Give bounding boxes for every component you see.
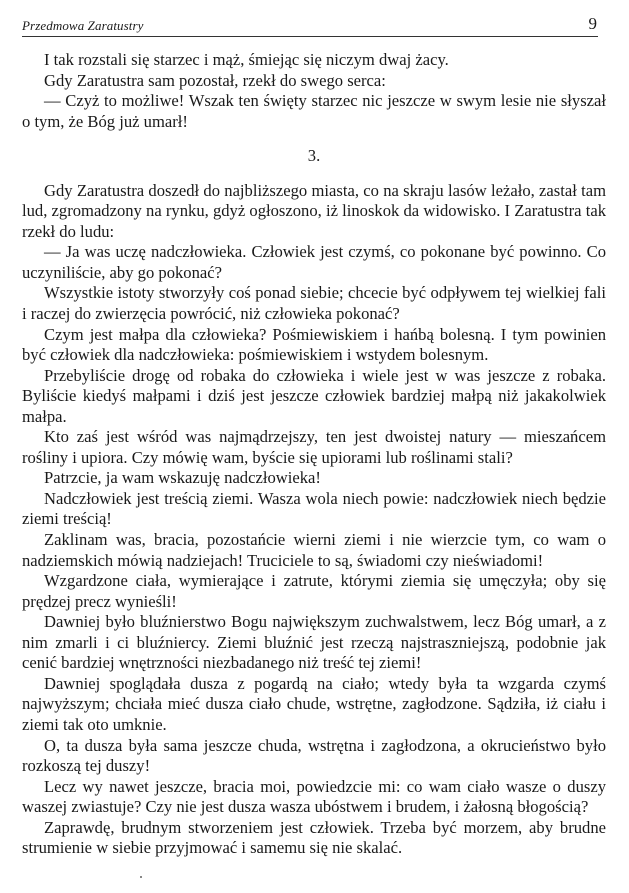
paragraph: Przebyliście drogę od robaka do człowieka i wiele jest w was jeszcze z robaka. Byliście kiedyś małpami i dziś jest jeszcze człowiek bardziej małpą niż jakakolwiek małpa. bbox=[22, 365, 606, 426]
paragraph: I tak rozstali się starzec i mąż, śmiejąc się niczym dwaj żacy. bbox=[44, 50, 449, 69]
paragraph: Zaklinam was, bracia, pozostańcie wierni ziemi i nie wierzcie tym, co wam o nadziemskich mówią nadziejach! Truciciele to są, świadomi czy nieświadomi! bbox=[22, 530, 606, 570]
paragraph: Gdy Zaratustra sam pozostał, rzekł do swego serca: bbox=[44, 70, 386, 90]
paragraph: Nadczłowiek jest treścią ziemi. Wasza wola niech powie: nadczłowiek niech będzie ziemi treścią! bbox=[22, 488, 606, 529]
paragraph: — Ja was uczę nadczłowieka. Człowiek jest czymś, co pokonane być powinno. Co uczyniliście, aby go pokonać? bbox=[22, 242, 606, 282]
paragraph: Wzgardzone ciała, wymierające i zatrute, którymi ziemia się umęczyła; oby się prędzej precz wynieśli! bbox=[22, 571, 606, 611]
running-title: Przedmowa Zaratustry bbox=[22, 18, 144, 33]
running-header bbox=[22, 14, 598, 37]
paragraph: Lecz wy nawet jeszcze, bracia moi, powiedzcie mi: co wam ciało wasze o duszy waszej zwiastuje? Czy nie jest dusza wasza ubóstwem i brudem, i żałosną błogością? bbox=[22, 776, 606, 817]
paragraph: Kto zaś jest wśród was najmądrzejszy, ten jest dwoistej natury — mieszańcem rośliny i upiora. Czy mówię wam, byście się upiorami lub roślinami stali? bbox=[22, 427, 606, 467]
section-number: 3. bbox=[307, 146, 321, 166]
paragraph: O, ta dusza była sama jeszcze chuda, wstrętna i zagłodzona, a okrucieństwo było rozkoszą tej duszy! bbox=[22, 735, 606, 776]
paragraph: Wszystkie istoty stworzyły coś ponad siebie; chcecie być odpływem tej wielkiej fali i raczej do zwierzęcia powrócić, niż człowieka pokonać? bbox=[22, 283, 606, 324]
body-text bbox=[22, 50, 606, 859]
page-number: 9 bbox=[588, 14, 597, 33]
paragraph: Patrzcie, ja wam wskazuję nadczłowieka! bbox=[44, 468, 321, 488]
paragraph: Dawniej spoglądała dusza z pogardą na ciało; wtedy była ta wzgarda czymś najwyższym; chciała mieć dusza ciało chude, wstrętne, zagłodzone. Sądziła, iż ciału i ziemi tak oto umknie. bbox=[22, 673, 606, 734]
paragraph: Zaprawdę, brudnym stworzeniem jest człowiek. Trzeba być morzem, aby brudne strumienie w siebie przyjmować i samemu się nie skalać. bbox=[22, 817, 606, 858]
paragraph: — Czyż to możliwe! Wszak ten święty starzec nic jeszcze w swym lesie nie słyszał o tym, że Bóg już umarł! bbox=[22, 91, 606, 131]
scan-speck bbox=[140, 876, 142, 878]
paragraph: Dawniej było bluźnierstwo Bogu największym zuchwalstwem, lecz Bóg umarł, a z nim zmarli i ci bluźniercy. Ziemi bluźnić jest rzeczą najstraszniejszą, podobnie jak cenić bardziej wnętrzności niezbadanego niż treść tej ziemi! bbox=[22, 612, 606, 673]
paragraph: Gdy Zaratustra doszedł do najbliższego miasta, co na skraju lasów leżało, zastał tam lud, zgromadzony na rynku, gdyż ogłoszono, iż linoskok da widowisko. I Zaratustra tak rzekł do ludu: bbox=[22, 180, 606, 241]
paragraph: Czym jest małpa dla człowieka? Pośmiewiskiem i hańbą bolesną. I tym powinien być człowiek dla nadczłowieka: pośmiewiskiem i wstydem bolesnym. bbox=[22, 324, 606, 365]
